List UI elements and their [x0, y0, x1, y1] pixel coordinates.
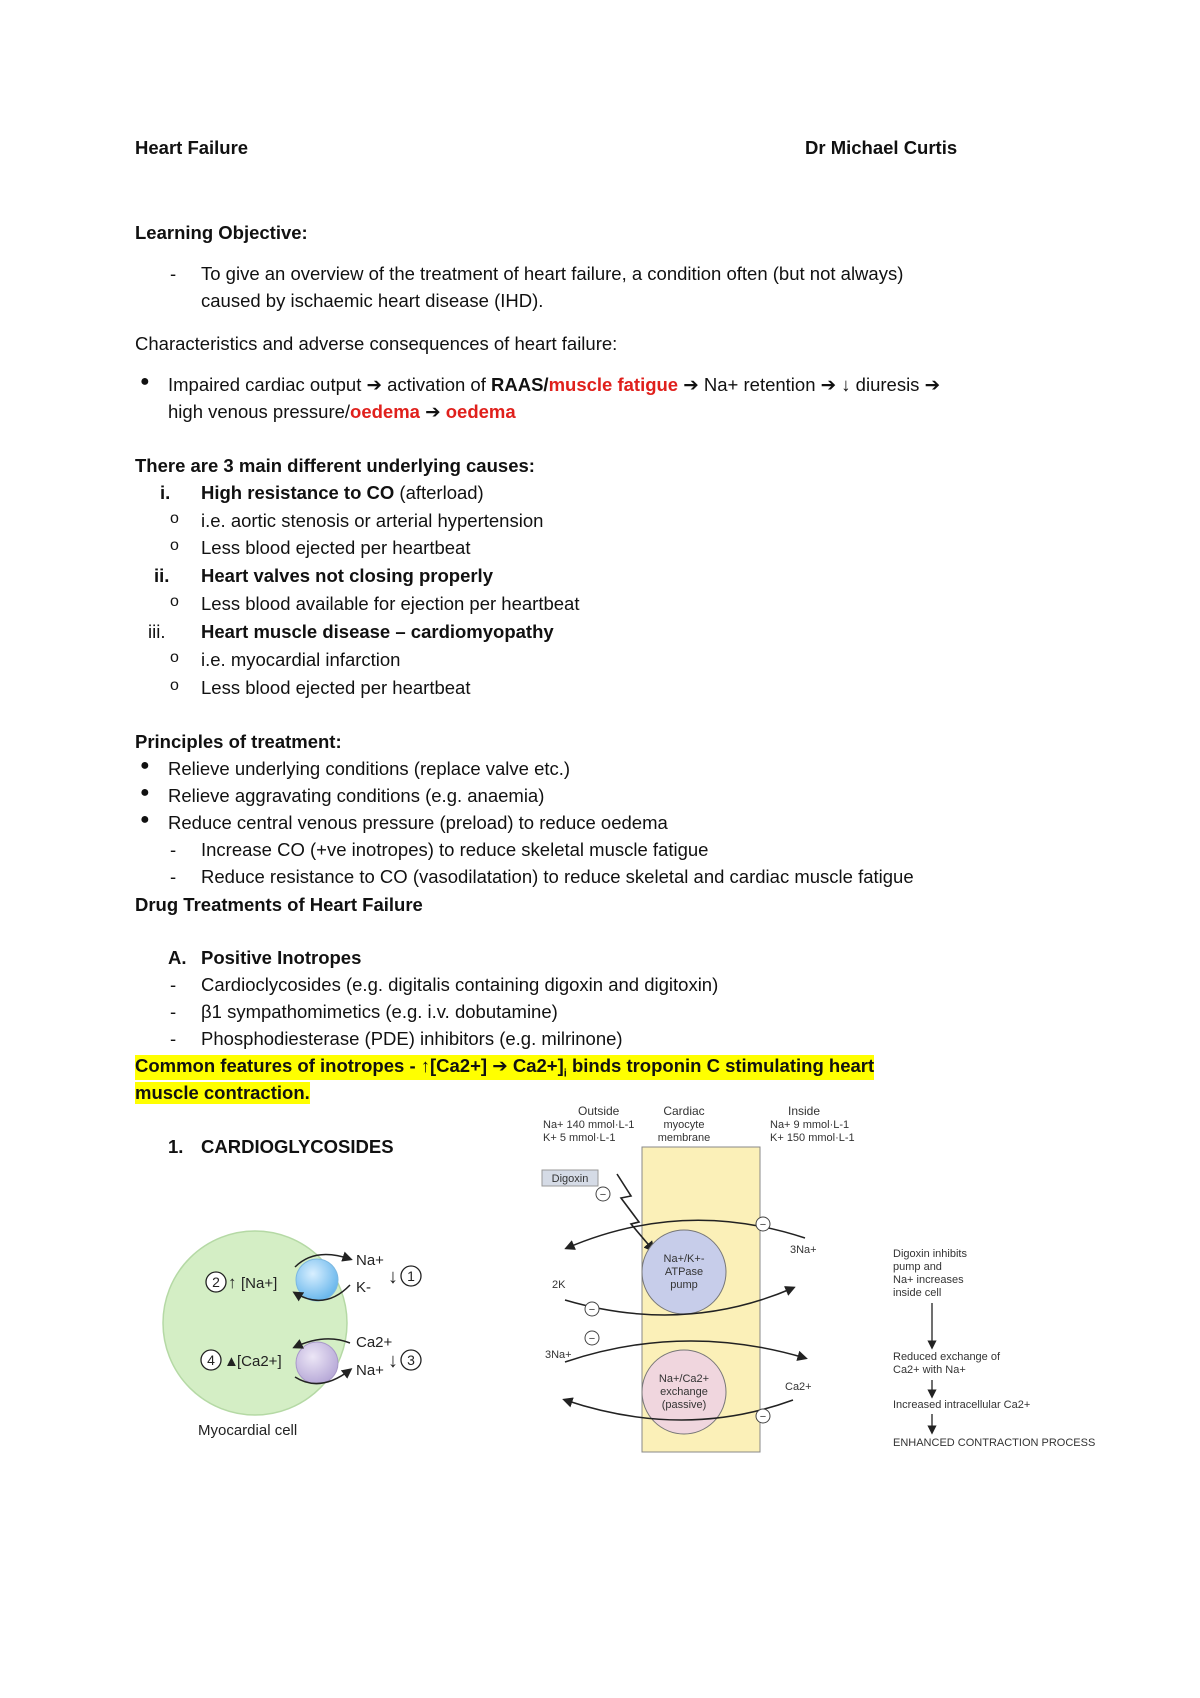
number-1: 1: [407, 1268, 415, 1284]
dash-marker: -: [170, 974, 177, 995]
flow-text-7: Increased intracellular Ca2+: [893, 1399, 1031, 1411]
up-triangle-icon: ▲: [224, 1353, 239, 1370]
common-sub: i: [563, 1067, 567, 1080]
characteristics-line1: [168, 374, 940, 396]
inside-na: Na+ 9 mmol·L-1: [770, 1119, 850, 1131]
pump-label-2: ATPase: [664, 1266, 704, 1278]
outside-title: Outside: [578, 1104, 620, 1118]
up-arrow-icon: ↑: [420, 1055, 430, 1076]
na-k-pump-circle: [296, 1259, 338, 1301]
inside-title: Inside: [788, 1104, 821, 1118]
cause-sub: Less blood available for ejection per heartbeat: [201, 593, 580, 614]
cause-title-bold: High resistance to CO: [201, 482, 395, 503]
principle-bullet: Relieve aggravating conditions (e.g. anaemia): [168, 785, 545, 806]
k-label: K-: [356, 1279, 371, 1296]
up-arrow-icon: ↑: [228, 1273, 237, 1292]
inotrope-item: Phosphodiesterase (PDE) inhibitors (e.g. milrinone): [201, 1028, 623, 1049]
number-4: 4: [207, 1352, 215, 1368]
dash-marker: -: [170, 1001, 177, 1022]
cause-sub: i.e. myocardial infarction: [201, 649, 401, 670]
circle-bullet: o: [170, 649, 179, 666]
cause-sub: Less blood ejected per heartbeat: [201, 677, 471, 698]
common-features-line1: [135, 1055, 874, 1080]
cause-title: Heart muscle disease – cardiomyopathy: [201, 621, 554, 642]
principle-dash: Reduce resistance to CO (vasodilatation) to reduce skeletal and cardiac muscle fatigue: [201, 866, 914, 887]
myocardial-cell-figure: [155, 1225, 455, 1450]
characteristics-heading: Characteristics and adverse consequences of heart failure:: [135, 333, 618, 354]
common-a: Common features of inotropes -: [135, 1055, 421, 1076]
cause-marker: i.: [160, 482, 171, 503]
membrane-title-3: membrane: [657, 1132, 711, 1144]
pump-label-3: pump: [670, 1279, 698, 1291]
down-arrow-icon: ↓: [388, 1266, 398, 1288]
circle-bullet: o: [170, 537, 179, 554]
cause-title-suffix: (afterload): [394, 482, 484, 503]
common-b: [Ca2+]: [430, 1055, 493, 1076]
flow-text-2: pump and: [893, 1261, 942, 1273]
char-part2: activation of: [381, 374, 491, 395]
na-concentration-label: [Na+]: [241, 1275, 278, 1292]
section-1-marker: 1.: [168, 1136, 184, 1157]
inside-k: K+ 150 mmol·L-1: [770, 1132, 855, 1144]
k2-label: 2K: [552, 1279, 566, 1291]
principles-heading: Principles of treatment:: [135, 731, 342, 752]
right-arrow-icon: ➔: [683, 374, 699, 395]
common-c: Ca2+]: [507, 1055, 564, 1076]
learning-objective-line1: To give an overview of the treatment of heart failure, a condition often (but not always): [201, 263, 904, 284]
char-part1: Impaired cardiac output: [168, 374, 367, 395]
na-ca-exchanger-circle: [296, 1342, 338, 1384]
inhibit-sign: −: [599, 1189, 607, 1201]
minus-sign: −: [759, 1219, 767, 1231]
char-part7: high venous pressure/: [168, 401, 351, 422]
bullet-marker: ●: [140, 757, 150, 774]
bullet-marker: ●: [140, 784, 150, 801]
membrane-title-1: Cardiac: [663, 1104, 705, 1118]
outside-k: K+ 5 mmol·L-1: [543, 1132, 616, 1144]
minus-sign: −: [759, 1411, 767, 1423]
char-part5: Na+ retention: [698, 374, 821, 395]
author-name: Dr Michael Curtis: [805, 137, 958, 158]
ca-out-label: Ca2+: [785, 1381, 812, 1393]
cause-marker: iii.: [148, 621, 166, 642]
membrane-figure: [535, 1100, 1125, 1455]
minus-sign: −: [588, 1304, 596, 1316]
principle-bullet: Relieve underlying conditions (replace valve etc.): [168, 758, 571, 779]
section-1-title: CARDIOGLYCOSIDES: [201, 1136, 394, 1157]
na3-left-label: 3Na+: [545, 1349, 572, 1361]
minus-sign: −: [588, 1333, 596, 1345]
common-features-line2: muscle contraction.: [135, 1082, 310, 1103]
outside-na: Na+ 140 mmol·L-1: [543, 1119, 635, 1131]
circle-bullet: o: [170, 593, 179, 610]
dash-marker: -: [170, 839, 177, 860]
flow-text-5: Reduced exchange of: [893, 1351, 1001, 1363]
bullet-marker: ●: [140, 811, 150, 828]
right-arrow-icon: ➔: [820, 374, 837, 395]
cell-caption: Myocardial cell: [198, 1422, 298, 1439]
cause-sub: Less blood ejected per heartbeat: [201, 537, 471, 558]
principle-bullet: Reduce central venous pressure (preload) to reduce oedema: [168, 812, 668, 833]
principle-dash: Increase CO (+ve inotropes) to reduce skeletal muscle fatigue: [201, 839, 709, 860]
ca-concentration-label: [Ca2+]: [237, 1353, 282, 1370]
number-2: 2: [212, 1274, 220, 1290]
flow-text-8: ENHANCED CONTRACTION PROCESS: [893, 1437, 1096, 1449]
down-arrow-icon: ↓: [388, 1350, 398, 1372]
char-oedema-2: oedema: [445, 401, 516, 422]
bullet-marker: ●: [140, 373, 150, 390]
circle-bullet: o: [170, 510, 179, 527]
section-a-marker: A.: [168, 947, 187, 968]
char-muscle-fatigue: muscle fatigue: [548, 374, 679, 395]
right-arrow-icon: ➔: [492, 1055, 508, 1076]
dash-marker: -: [170, 263, 177, 284]
exch-label-1: Na+/Ca2+: [658, 1373, 710, 1385]
ca-label: Ca2+: [356, 1334, 393, 1351]
dash-marker: -: [170, 866, 177, 887]
flow-text-1: Digoxin inhibits: [893, 1248, 967, 1260]
circle-bullet: o: [170, 677, 179, 694]
right-arrow-icon: ➔: [425, 401, 441, 422]
learning-objective-heading: Learning Objective:: [135, 222, 308, 243]
cause-sub: i.e. aortic stenosis or arterial hypertension: [201, 510, 544, 531]
na-label-2: Na+: [356, 1362, 384, 1379]
characteristics-line2: [168, 401, 516, 423]
learning-objective-line2: caused by ischaemic heart disease (IHD).: [201, 290, 544, 311]
exch-label-2: exchange: [660, 1386, 708, 1398]
char-oedema-1: oedema: [350, 401, 420, 422]
exch-label-3: (passive): [661, 1399, 707, 1411]
flow-text-4: inside cell: [893, 1287, 942, 1299]
right-arrow-icon: ➔: [366, 374, 382, 395]
char-raas: RAAS/: [491, 374, 549, 395]
section-a-title: Positive Inotropes: [201, 947, 362, 968]
cause-marker: ii.: [154, 565, 170, 586]
common-d: binds troponin C stimulating heart: [566, 1055, 875, 1076]
cause-title: [201, 482, 484, 504]
number-3: 3: [407, 1352, 415, 1368]
na3-right-label: 3Na+: [790, 1244, 817, 1256]
cause-title: Heart valves not closing properly: [201, 565, 493, 586]
flow-text-6: Ca2+ with Na+: [893, 1364, 966, 1376]
na-label: Na+: [356, 1252, 384, 1269]
char-part6: diuresis: [850, 374, 925, 395]
pump-label-1: Na+/K+-: [663, 1253, 705, 1265]
document-title: Heart Failure: [135, 137, 249, 158]
inotrope-item: Cardioclycosides (e.g. digitalis containing digoxin and digitoxin): [201, 974, 719, 995]
cell-body: [163, 1231, 347, 1415]
inotrope-item: β1 sympathomimetics (e.g. i.v. dobutamine): [201, 1001, 558, 1022]
down-arrow-icon: ↓: [841, 374, 851, 395]
digoxin-label: Digoxin: [551, 1173, 589, 1185]
flow-text-3: Na+ increases: [893, 1274, 964, 1286]
causes-heading: There are 3 main different underlying causes:: [135, 455, 535, 476]
drug-treatments-heading: Drug Treatments of Heart Failure: [135, 894, 423, 915]
membrane-title-2: myocyte: [663, 1119, 705, 1131]
right-arrow-icon: ➔: [924, 374, 941, 395]
dash-marker: -: [170, 1028, 177, 1049]
